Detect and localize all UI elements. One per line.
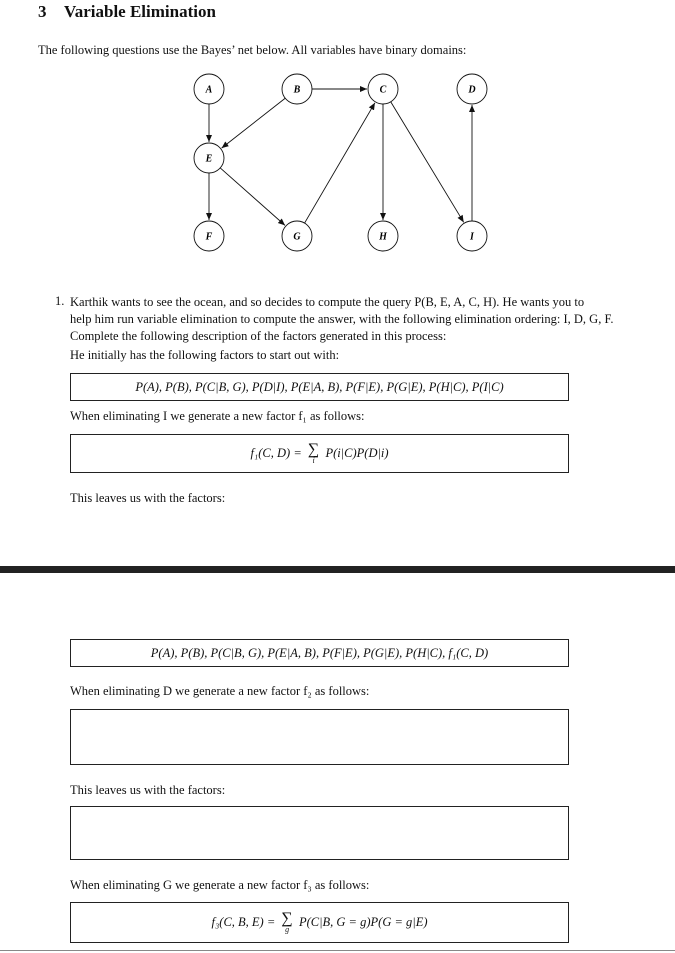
node-label: D (468, 84, 476, 96)
page-bottom-rule (0, 950, 675, 951)
node-a (194, 74, 224, 104)
f3-sum-var: g (285, 924, 290, 934)
section-number: 3 (38, 2, 47, 21)
edge-c-i (391, 102, 464, 222)
f3-rhs: P(C|B, G = g)P(G = g|E) (298, 914, 428, 929)
node-f (194, 221, 224, 251)
leaves-factors-label-1: This leaves us with the factors: (70, 491, 226, 505)
initial-factors-box (70, 373, 569, 401)
sum-symbol: ∑ i (307, 440, 320, 465)
factors-after-i-box (70, 639, 569, 667)
edge-e-g (220, 168, 285, 225)
node-label: G (293, 231, 301, 243)
node-label: A (205, 84, 213, 96)
factors-after-d-answer-box[interactable] (70, 806, 569, 860)
f1-lhs: f₁(C, D) = (250, 445, 302, 460)
node-e (194, 143, 224, 173)
node-b (282, 74, 312, 104)
question-line: Complete the following description of the factors generated in this process: (70, 329, 447, 343)
intro-text: The following questions use the Bayes’ net below. All variables have binary domains: (38, 43, 467, 57)
edge-g-c (305, 103, 375, 223)
node-label: B (293, 84, 301, 96)
page-divider (0, 566, 675, 573)
section-title-text: Variable Elimination (64, 2, 216, 21)
node-i (457, 221, 487, 251)
eliminate-g-label: When eliminating G we generate a new factor f₃ as follows: (70, 878, 370, 892)
node-g (282, 221, 312, 251)
sum-symbol: ∑ g (281, 909, 293, 934)
f1-rhs: P(i|C)P(D|i) (325, 445, 389, 460)
initial-factors-label: He initially has the following factors to start out with: (70, 348, 340, 362)
f2-answer-box[interactable] (70, 709, 569, 765)
question-text (70, 294, 648, 345)
factors-after-i: P(A), P(B), P(C|B, G), P(E|A, B), P(F|E), P(G|E), P(H|C), f₁(C, D) (150, 645, 489, 660)
node-h (368, 221, 398, 251)
f1-answer-box[interactable] (70, 434, 569, 473)
initial-factors: P(A), P(B), P(C|B, G), P(D|I), P(E|A, B), P(F|E), P(G|E), P(H|C), P(I|C) (135, 379, 504, 394)
f1-sum-var: i (312, 455, 315, 465)
edge-b-e (222, 98, 286, 148)
eliminate-d-label: When eliminating D we generate a new factor f₂ as follows: (70, 684, 370, 698)
node-label: E (205, 153, 213, 165)
node-label: C (379, 84, 387, 96)
question-line: help him run variable elimination to compute the answer, with the following elimination ordering: I, D, G, F. (70, 312, 614, 326)
question-number: 1. (55, 294, 65, 308)
eliminate-i-label: When eliminating I we generate a new factor f₁ as follows: (70, 409, 365, 423)
f3-answer-box[interactable] (70, 902, 569, 943)
node-c (368, 74, 398, 104)
f1-formula (250, 440, 389, 465)
bayes-net-diagram (0, 0, 675, 270)
f3-lhs: f₃(C, B, E) = (211, 914, 276, 929)
node-label: I (470, 231, 474, 243)
node-label: F (205, 231, 213, 243)
node-d (457, 74, 487, 104)
leaves-factors-label-2: This leaves us with the factors: (70, 783, 226, 797)
graph-edges (209, 89, 472, 225)
question-line: Karthik wants to see the ocean, and so decides to compute the query P(B, E, A, C, H). He wants you to (70, 295, 585, 309)
node-label: H (379, 231, 387, 243)
f3-formula (211, 909, 428, 934)
